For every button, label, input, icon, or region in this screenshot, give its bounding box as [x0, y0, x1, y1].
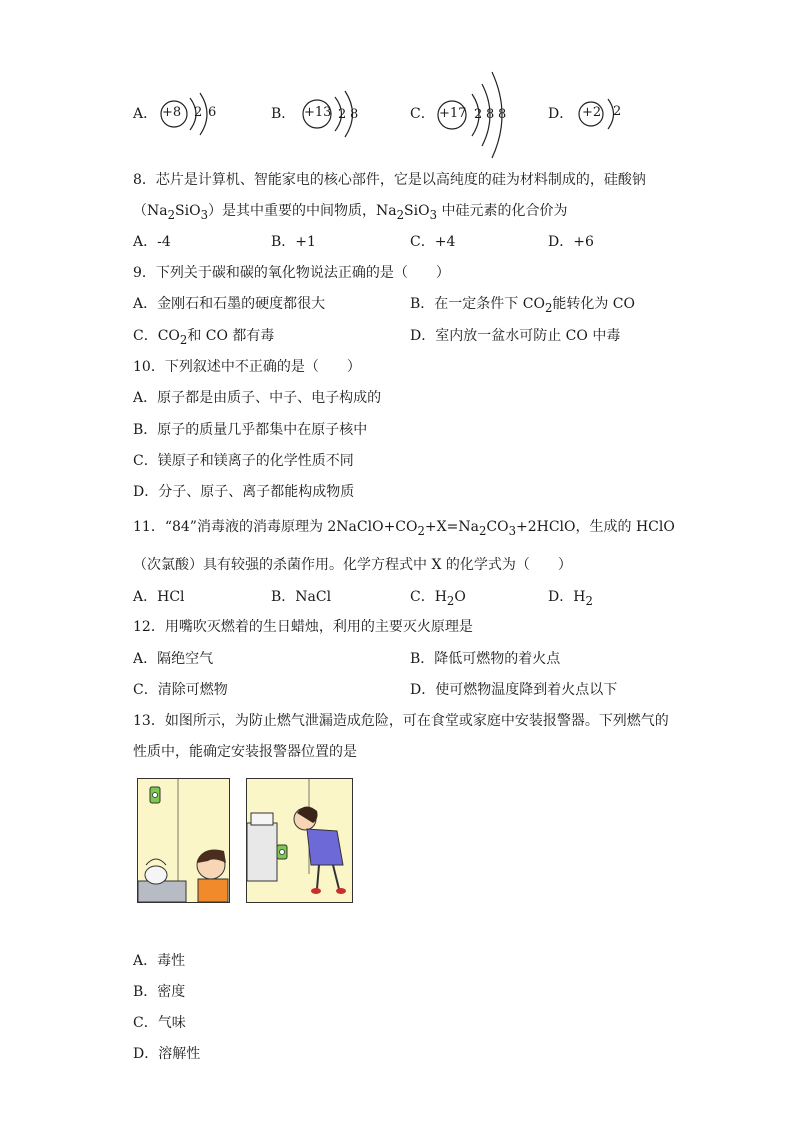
q11-option-b[interactable]: B．NaCl [271, 589, 332, 605]
q13-stem-line2: 性质中，能确定安装报警器位置的是 [133, 744, 357, 760]
option-label: A． [133, 106, 158, 122]
q10-option-b[interactable]: B．原子的质量几乎都集中在原子核中 [133, 422, 368, 438]
q10-stem: 10．下列叙述中不正确的是（ ） [133, 359, 361, 375]
q10-option-a[interactable]: A．原子都是由质子、中子、电子构成的 [133, 390, 382, 406]
q12-option-c[interactable]: C．清除可燃物 [133, 682, 228, 698]
q9-option-c[interactable]: C．$CO_2$和 CO 都有毒 [133, 328, 275, 347]
option-label: C． [410, 106, 435, 122]
q9-option-a[interactable]: A．金刚石和石墨的硬度都很大 [133, 296, 326, 312]
q8-option-a[interactable]: A．-4 [133, 234, 171, 250]
q11-option-d[interactable]: D．$H_2$ [548, 589, 593, 608]
q12-option-a[interactable]: A．隔绝空气 [133, 651, 214, 667]
shell-electrons: 2 [613, 104, 622, 119]
q12-stem: 12．用嘴吹灭燃着的生日蜡烛，利用的主要灭火原理是 [133, 619, 473, 635]
shell-electrons: 6 [208, 105, 217, 120]
illustration-alarm-high [137, 778, 230, 903]
q10-option-c[interactable]: C．镁原子和镁离子的化学性质不同 [133, 453, 354, 469]
q11-stem-line2: （次氯酸）具有较强的杀菌作用。化学方程式中 X 的化学式为（ ） [133, 557, 572, 573]
nucleus-charge: +13 [304, 105, 332, 120]
q13-option-d[interactable]: D．溶解性 [133, 1046, 201, 1062]
q8-option-d[interactable]: D．+6 [548, 234, 594, 250]
kettle-icon [251, 813, 273, 825]
atom-structure-diagram [160, 90, 230, 138]
q8-option-c[interactable]: C．+4 [410, 234, 456, 250]
illustration-alarm-low [246, 778, 353, 903]
q12-option-b[interactable]: B．降低可燃物的着火点 [410, 651, 561, 667]
q13-option-b[interactable]: B．密度 [133, 984, 186, 1000]
q13-option-a[interactable]: A．毒性 [133, 953, 186, 969]
q12-option-d[interactable]: D．使可燃物温度降到着火点以下 [410, 682, 618, 698]
q11-stem-line1: 11．“84”消毒液的消毒原理为 $2NaClO+CO_2+X=Na_2CO_3+2HClO$，生成的 HClO [133, 519, 675, 538]
q9-stem: 9．下列关于碳和碳的氧化物说法正确的是（ ） [133, 265, 450, 281]
q11-option-a[interactable]: A．HCl [133, 589, 185, 605]
atom-structure-diagram [577, 96, 627, 132]
kettle-icon [145, 866, 167, 884]
q13-stem-line1: 13．如图所示，为防止燃气泄漏造成危险，可在食堂或家庭中安装报警器。下列燃气的 [133, 713, 669, 729]
atom-structure-diagram [302, 90, 372, 140]
q9-option-d[interactable]: D．室内放一盆水可防止 CO 中毒 [410, 328, 621, 344]
option-label: B． [271, 106, 296, 122]
nucleus-charge: +2 [582, 105, 602, 120]
q13-option-c[interactable]: C．气味 [133, 1015, 186, 1031]
shell-electrons: 8 [486, 107, 495, 122]
q8-stem-line2: $(Na_2SiO_3)$是其中重要的中间物质，$Na_2SiO_3$ 中硅元素的化合价为 [133, 203, 568, 222]
q9-option-b[interactable]: B．在一定条件下 $CO_2$能转化为 CO [410, 296, 635, 315]
atom-structure-diagram [436, 70, 516, 160]
q10-option-d[interactable]: D．分子、原子、离子都能构成物质 [133, 484, 355, 500]
nucleus-charge: +8 [162, 105, 182, 120]
shell-electrons: 8 [498, 107, 507, 122]
shell-electrons: 2 [194, 105, 203, 120]
q8-stem-line1: 8．芯片是计算机、智能家电的核心部件，它是以高纯度的硅为材料制成的，硅酸钠 [133, 172, 646, 188]
nucleus-charge: +17 [439, 106, 467, 121]
q8-option-b[interactable]: B．+1 [271, 234, 316, 250]
shell-electrons: 2 [474, 107, 483, 122]
shell-electrons: 2 [338, 107, 347, 122]
option-label: D． [548, 106, 574, 122]
q11-option-c[interactable]: C．$H_2O$ [410, 589, 466, 608]
shell-electrons: 8 [350, 107, 359, 122]
